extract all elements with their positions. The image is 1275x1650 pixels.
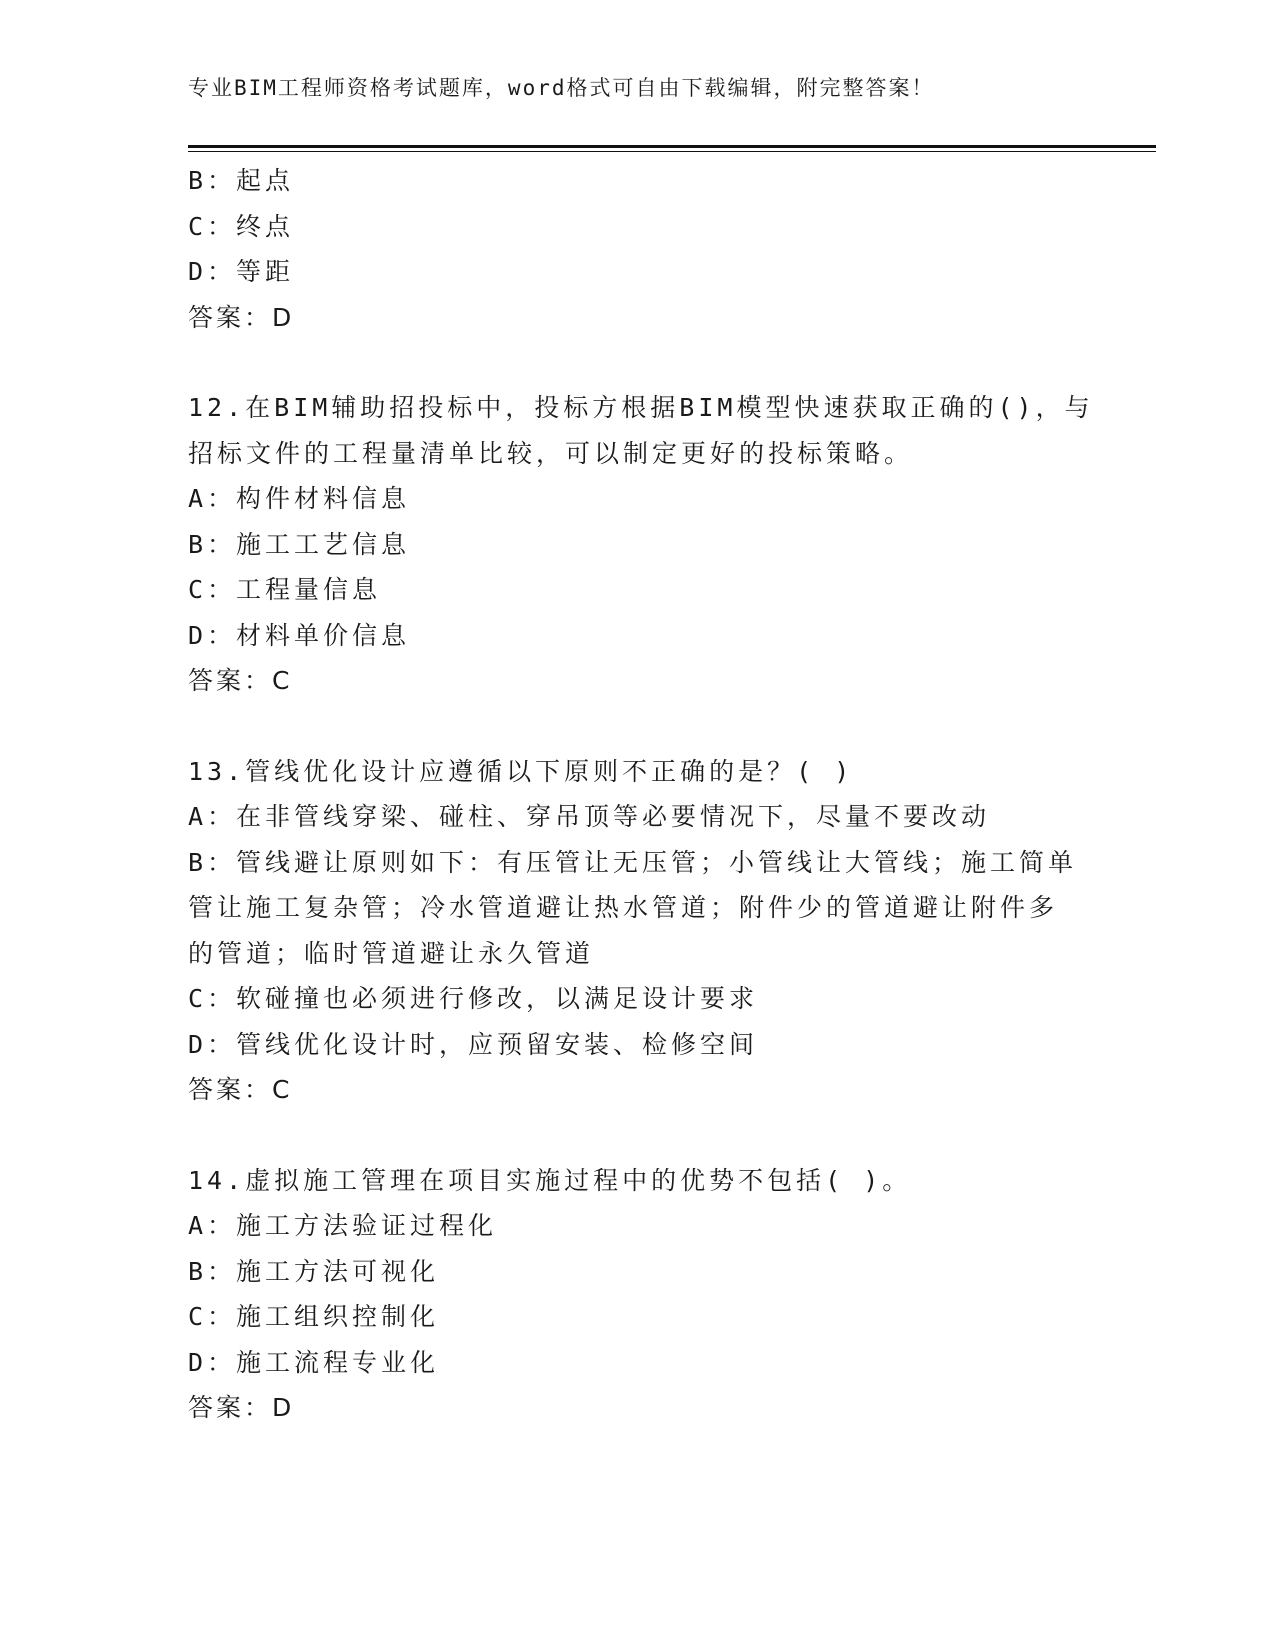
- header-rule-thin: [188, 151, 1156, 152]
- question-14: [188, 1158, 1108, 1431]
- question-13: [188, 749, 1108, 1113]
- option: B：起点: [188, 166, 295, 195]
- question-list: [188, 158, 1108, 1431]
- answer: 答案：C: [188, 666, 293, 695]
- answer: 答案：D: [188, 302, 295, 332]
- question-stem: 13.管线优化设计应遵循以下原则不正确的是？( ): [188, 756, 854, 786]
- option: B：施工方法可视化: [188, 1256, 440, 1286]
- question-partial: [188, 158, 1108, 340]
- question-12: [188, 385, 1108, 704]
- option: C：终点: [188, 211, 295, 241]
- answer: 答案：D: [188, 1393, 295, 1422]
- option: C：工程量信息: [188, 575, 382, 604]
- option: D：材料单价信息: [188, 620, 411, 650]
- option: C：施工组织控制化: [188, 1302, 440, 1331]
- option: D：施工流程专业化: [188, 1347, 440, 1377]
- answer: 答案：C: [188, 1075, 293, 1104]
- option: D：管线优化设计时，应预留安装、检修空间: [188, 1029, 759, 1059]
- option: B：管线避让原则如下：有压管让无压管；小管线让大管线；施工简单: [188, 847, 1078, 877]
- option: C：软碰撞也必须进行修改，以满足设计要求: [188, 984, 759, 1013]
- option-continued: 管让施工复杂管；冷水管道避让热水管道；附件少的管道避让附件多: [188, 893, 1059, 922]
- page-header: 专业BIM工程师资格考试题库，word格式可自由下载编辑，附完整答案！: [188, 76, 935, 100]
- option: A：在非管线穿梁、碰柱、穿吊顶等必要情况下，尽量不要改动: [188, 802, 991, 831]
- option: A：构件材料信息: [188, 484, 411, 513]
- header-rule: [188, 145, 1156, 148]
- option-continued: 的管道；临时管道避让永久管道: [188, 938, 595, 968]
- question-stem: 招标文件的工程量清单比较，可以制定更好的投标策略。: [188, 438, 914, 468]
- question-stem: 14.虚拟施工管理在项目实施过程中的优势不包括( )。: [188, 1165, 912, 1195]
- option: A：施工方法验证过程化: [188, 1211, 498, 1240]
- question-stem: 12.在BIM辅助招投标中，投标方根据BIM模型快速获取正确的()，与: [188, 393, 1094, 422]
- option: D：等距: [188, 257, 295, 286]
- option: B：施工工艺信息: [188, 529, 411, 559]
